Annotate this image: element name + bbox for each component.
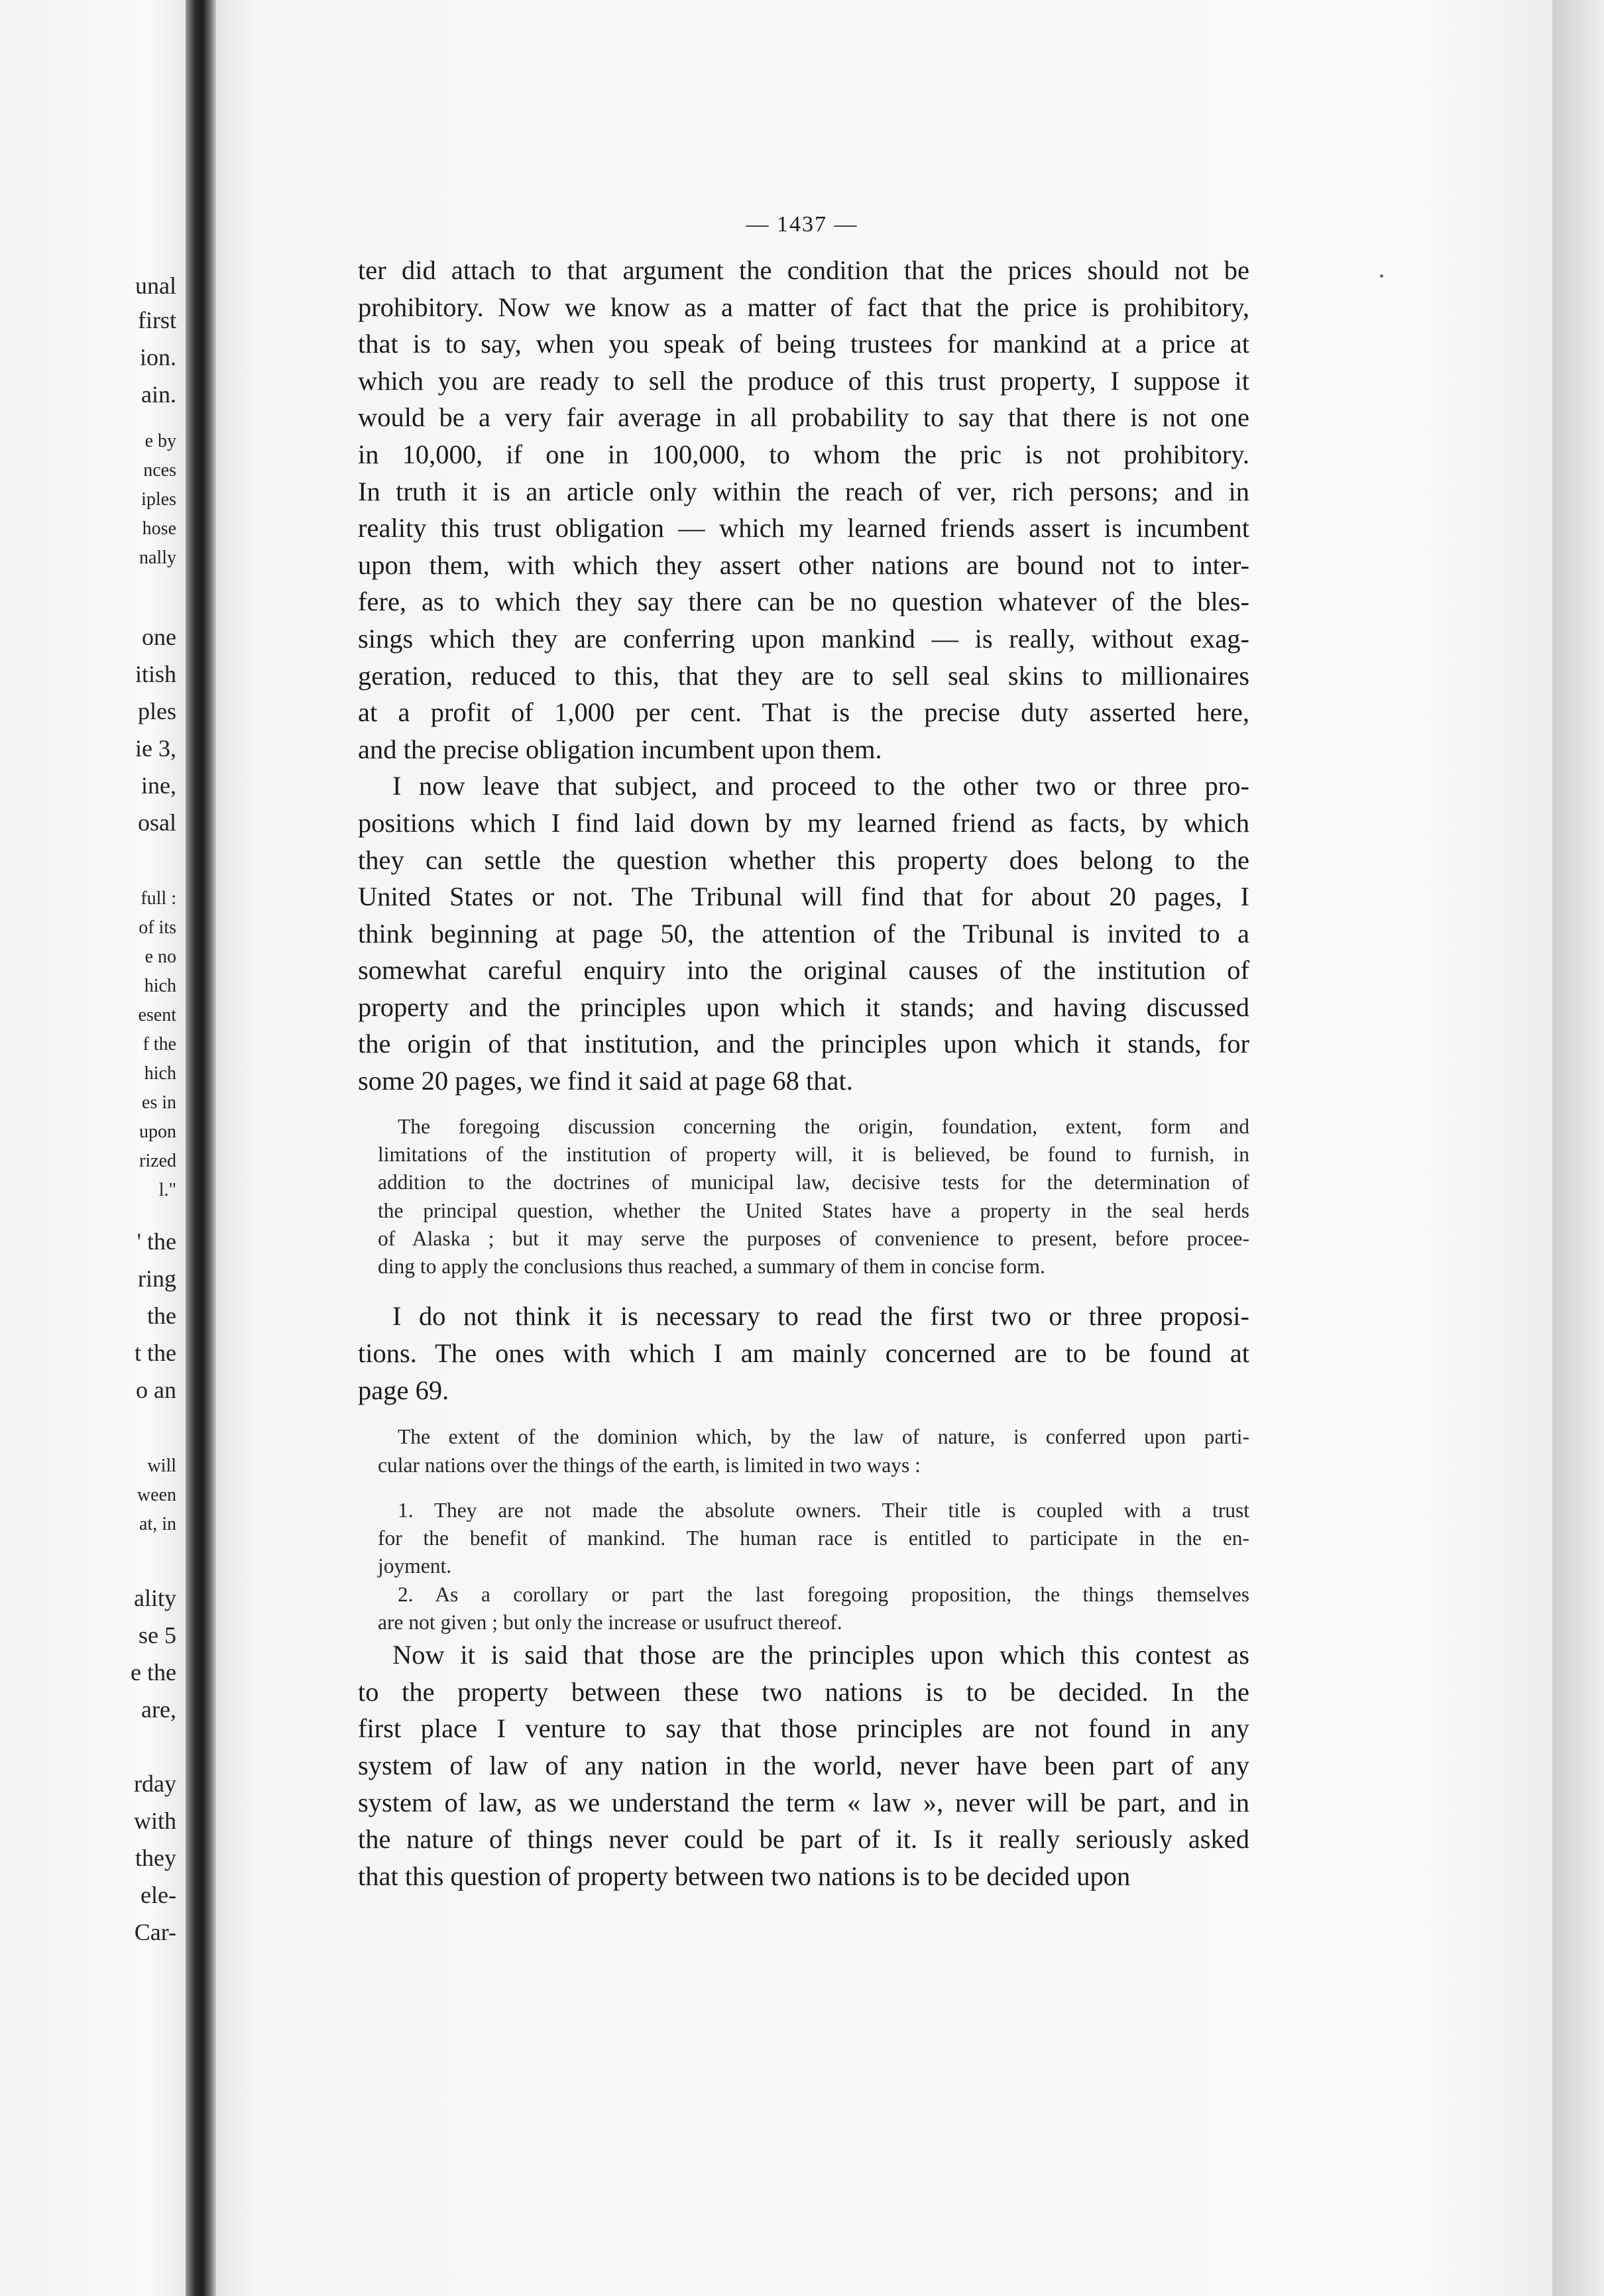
text-line: would be a very fair average in all probability to say that there is not one: [358, 402, 1249, 433]
text-line: sings which they are conferring upon mankind — is really, without exag-: [358, 623, 1249, 654]
facing-page-text-fragment: the: [147, 1302, 176, 1329]
text-line: positions which I find laid down by my learned friend as facts, by which: [358, 807, 1249, 838]
text-line: I do not think it is necessary to read the first two or three proposi-: [392, 1301, 1249, 1332]
text-line: that is to say, when you speak of being trustees for mankind at a price at: [358, 329, 1249, 359]
facing-page-text-fragment: ' the: [137, 1228, 176, 1255]
text-line: in 10,000, if one in 100,000, to whom the pric is not prohibitory.: [358, 439, 1249, 469]
facing-page-text-fragment: e by: [144, 431, 176, 451]
text-line: that this question of property between two nations is to be decided upon: [358, 1861, 1131, 1891]
facing-page-text-fragment: f the: [143, 1034, 176, 1055]
text-line: 2. As a corollary or part the last foregoing proposition, the things themselves: [398, 1582, 1249, 1606]
text-line: system of law of any nation in the world, never have been part of any: [358, 1751, 1249, 1781]
facing-page-text-fragment: nally: [139, 547, 176, 568]
facing-page-text-fragment: of its: [139, 917, 176, 938]
facing-page-text-fragment: full :: [141, 888, 176, 909]
facing-page-text-fragment: rized: [139, 1151, 176, 1171]
facing-page-text-fragment: unal: [135, 272, 176, 299]
text-line: fere, as to which they say there can be no question whatever of the bles-: [358, 587, 1249, 617]
facing-page-text-fragment: will: [147, 1456, 176, 1476]
facing-page-text-fragment: ine,: [141, 772, 176, 799]
facing-page-text-fragment: upon: [139, 1121, 176, 1142]
facing-page-text-fragment: e the: [131, 1659, 176, 1686]
block-quote: [358, 1423, 1249, 1479]
facing-page-text-fragment: hich: [144, 976, 176, 996]
block-quote: [358, 1113, 1249, 1281]
text-line: joyment.: [378, 1554, 452, 1578]
text-line: prohibitory. Now we know as a matter of fact that the price is prohibitory,: [358, 292, 1249, 322]
facing-page-text-fragment: one: [142, 624, 176, 650]
text-line: at a profit of 1,000 per cent. That is the precise duty asserted here,: [358, 697, 1249, 728]
facing-page-text-fragment: itish: [135, 661, 176, 687]
text-line: think beginning at page 50, the attention of the Tribunal is invited to a: [358, 918, 1249, 948]
facing-page-text-fragment: t the: [135, 1340, 176, 1366]
page-number: — 1437 —: [746, 212, 858, 237]
text-line: limitations of the institution of property will, it is believed, be found to furnish, in: [378, 1142, 1249, 1166]
text-line: first place I venture to say that those principles are not found in any: [358, 1713, 1249, 1744]
text-line: some 20 pages, we find it said at page 68 that.: [358, 1066, 853, 1096]
facing-page-text-fragment: e no: [144, 947, 176, 967]
facing-page-text-fragment: first: [138, 307, 176, 333]
text-line: upon them, with which they assert other nations are bound not to inter-: [358, 549, 1249, 580]
text-line: the principal question, whether the United States have a property in the seal herds: [378, 1198, 1249, 1222]
paragraph: [358, 1636, 1249, 1894]
text-line: the nature of things never could be part of it. Is it really seriously asked: [358, 1824, 1249, 1855]
facing-page-text-fragment: rday: [134, 1770, 176, 1797]
text-line: ter did attach to that argument the condition that the prices should not be: [358, 255, 1249, 285]
facing-page-text-fragment: at, in: [139, 1514, 176, 1534]
facing-page-text-fragment: they: [135, 1845, 176, 1871]
paragraph: [358, 252, 1249, 768]
book-gutter: [186, 0, 216, 2296]
facing-page-text-fragment: ween: [137, 1485, 176, 1505]
facing-page-text-fragment: ples: [138, 698, 176, 724]
text-line: and the precise obligation incumbent upon them.: [358, 734, 882, 764]
text-line: for the benefit of mankind. The human race is entitled to participate in the en-: [378, 1526, 1249, 1550]
block-quote: [358, 1581, 1249, 1637]
facing-page-text-fragment: Car-: [134, 1919, 176, 1945]
facing-page-text-fragment: o an: [136, 1377, 176, 1403]
speck-mark: [1380, 274, 1383, 278]
text-line: the origin of that institution, and the principles upon which it stands, for: [358, 1029, 1249, 1059]
text-line: United States or not. The Tribunal will find that for about 20 pages, I: [358, 882, 1249, 912]
facing-page-fragment: [0, 0, 186, 2296]
facing-page-text-fragment: nces: [143, 460, 176, 481]
text-line: system of law, as we understand the term « law », never will be part, and in: [358, 1787, 1249, 1817]
text-line: of Alaska ; but it may serve the purposes of convenience to present, before procee-: [378, 1226, 1249, 1250]
text-line: somewhat careful enquiry into the original causes of the institution of: [358, 955, 1249, 986]
facing-page-text-fragment: ring: [138, 1265, 176, 1292]
paragraph: [358, 1298, 1249, 1408]
facing-page-text-fragment: hich: [144, 1063, 176, 1084]
facing-page-text-fragment: ain.: [141, 381, 176, 408]
facing-page-text-fragment: esent: [138, 1005, 176, 1025]
text-line: The foregoing discussion concerning the origin, foundation, extent, form and: [398, 1114, 1249, 1138]
text-line: to the property between these two nations is to be decided. In the: [358, 1676, 1249, 1707]
text-line: I now leave that subject, and proceed to the other two or three pro-: [392, 771, 1249, 801]
text-line: they can settle the question whether this property does belong to the: [358, 844, 1249, 875]
text-line: geration, reduced to this, that they are to sell seal skins to millionaires: [358, 660, 1249, 691]
text-line: property and the principles upon which it stands; and having discussed: [358, 992, 1249, 1022]
facing-page-text-fragment: with: [133, 1808, 176, 1834]
facing-page-text-fragment: hose: [142, 518, 176, 539]
text-line: In truth it is an article only within the reach of ver, rich persons; and in: [358, 476, 1249, 506]
block-quote: [358, 1497, 1249, 1581]
facing-page-text-fragment: ele-: [141, 1882, 176, 1908]
facing-page-text-fragment: l.": [158, 1180, 176, 1200]
paragraph: [358, 768, 1249, 1099]
main-text: [358, 252, 1249, 1894]
facing-page-text-fragment: ality: [134, 1585, 176, 1611]
text-line: Now it is said that those are the principles upon which this contest as: [392, 1640, 1249, 1670]
text-line: reality this trust obligation — which my learned friends assert is incumbent: [358, 513, 1249, 544]
facing-page-text-fragment: iples: [141, 489, 176, 510]
text-line: 1. They are not made the absolute owners. Their title is coupled with a trust: [398, 1498, 1249, 1522]
text-line: addition to the doctrines of municipal law, decisive tests for the determination of: [378, 1171, 1249, 1194]
facing-page-text-fragment: es in: [141, 1092, 176, 1113]
text-line: page 69.: [358, 1375, 449, 1405]
facing-page-text-fragment: ion.: [139, 344, 176, 371]
text-line: cular nations over the things of the earth, is limited in two ways :: [378, 1453, 921, 1477]
text-line: The extent of the dominion which, by the law of nature, is conferred upon parti-: [398, 1425, 1249, 1449]
text-line: which you are ready to sell the produce of this trust property, I suppose it: [358, 365, 1249, 396]
facing-page-text-fragment: ie 3,: [135, 735, 176, 762]
facing-page-text-fragment: se 5: [139, 1622, 176, 1648]
facing-page-text-fragment: are,: [141, 1696, 176, 1723]
text-line: are not given ; but only the increase or usufruct thereof.: [378, 1611, 842, 1634]
text-line: tions. The ones with which I am mainly concerned are to be found at: [358, 1338, 1249, 1369]
page-edge: [1552, 0, 1604, 2296]
facing-page-text-fragment: osal: [138, 809, 176, 836]
text-line: ding to apply the conclusions thus reached, a summary of them in concise form.: [378, 1255, 1045, 1279]
